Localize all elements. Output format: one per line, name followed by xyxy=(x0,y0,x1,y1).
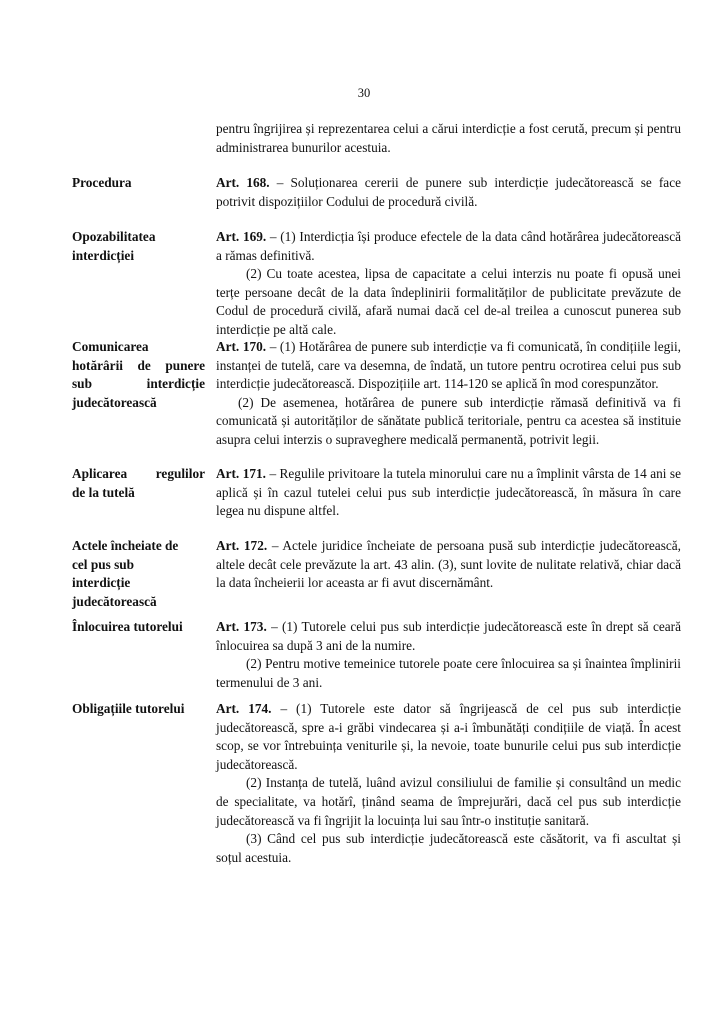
article-number: Art. 170. xyxy=(216,339,267,354)
continuation-text: pentru îngrijirea și reprezentarea celui a cărui interdicție a fost cerută, precum și pentru administrarea bunurilor acestuia. xyxy=(216,121,681,155)
paragraph: (2) Pentru motive temeinice tutorele poate cere înlocuirea sa și înaintea împlinirii termenului de 3 ani. xyxy=(216,656,681,690)
article-number: Art. 174. xyxy=(216,701,272,716)
article-body: Art. 169. – (1) Interdicția își produce efectele de la data când hotărârea judecătorească a rămas definitivă. (2) Cu toate acestea, lipsa de capacitate a celui interzis nu poate fi opusă unei terțe persoane decât de la data îndeplinirii formalităților de publicitate prevăzute de Codul de procedură civilă, afară numai dacă cel de-al treilea a cunoscut punerea sub interdicție pe altă cale. xyxy=(216,228,681,340)
article-number: Art. 168. xyxy=(216,175,270,190)
page-number: 30 xyxy=(357,86,371,100)
article-number: Art. 172. xyxy=(216,538,268,553)
side-heading: Obligațiile tutorelui xyxy=(72,701,185,716)
article-number: Art. 169. xyxy=(216,229,267,244)
article-number: Art. 173. xyxy=(216,619,267,634)
article-number: Art. 171. xyxy=(216,466,266,481)
paragraph: (2) Cu toate acestea, lipsa de capacitate a celui interzis nu poate fi opusă unei terțe persoane decât de la data îndeplinirii formalităților de publicitate prevăzute de Codul de procedură civilă, afară numai dacă cel de-al treilea a cunoscut punerea sub interdicție pe altă cale. xyxy=(216,266,681,337)
side-heading: Opozabilitatea interdicției xyxy=(72,229,156,263)
side-heading: Procedura xyxy=(72,175,132,190)
article-body: Art. 174. – (1) Tutorele este dator să îngrijească de cel pus sub interdicție judecătorească, spre a-i grăbi vindecarea și a-i îmbunătăți condițiile de viață. În acest scop, se vor întrebuința veniturile și, la nevoie, toate bunurile celui pus sub interdicție judecătorească. (2) Instanța de tutelă, luând avizul consiliului de familie și consultând un medic de specialitate, va hotărî, ținând seama de împrejurări, dacă cel pus sub interdicție judecătorească va fi îngrijit la locuința lui sau într-o instituție sanitară. (3) Când cel pus sub interdicție judecătorească este căsătorit, va fi ascultat și soțul acestuia. xyxy=(216,700,681,867)
paragraph: (2) Instanța de tutelă, luând avizul consiliului de familie și consultând un medic de specialitate, va hotărî, ținând seama de împrejurări, dacă cel pus sub interdicție judecătorească va fi îngrijit la locuința lui sau într-o instituție sanitară. xyxy=(216,775,681,828)
article-body: Art. 168. – Soluționarea cererii de punere sub interdicție judecătorească se face potrivit dispozițiilor Codului de procedură civilă. xyxy=(216,175,682,209)
side-heading: Comunicarea hotărârii de punere sub interdicție judecătorească xyxy=(72,339,205,410)
side-heading: Aplicarea regulilor de la tutelă xyxy=(72,466,205,500)
paragraph: (3) Când cel pus sub interdicție judecătorească este căsătorit, va fi ascultat și soțul acestuia. xyxy=(216,831,681,865)
paragraph: (2) De asemenea, hotărârea de punere sub interdicție rămasă definitivă va fi comunicată și autorităților de sănătate publică teritoriale, pentru ca acestea să instituie asupra celui interzis o supraveghere medicală permanentă, potrivit legii. xyxy=(216,394,681,447)
article-body: Art. 173. – (1) Tutorele celui pus sub interdicție judecătorească este în drept să ceară înlocuirea sa după 3 ani de la numire. (2) Pentru motive temeinice tutorele poate cere înlocuirea sa și înaintea împlinirii termenului de 3 ani. xyxy=(216,618,681,692)
article-body: Art. 170. – (1) Hotărârea de punere sub interdicție va fi comunicată, în condițiile legii, instanței de tutelă, care va desemna, de îndată, un tutore pentru ocrotirea celui pus sub interdicție judecătorească. Dispozițiile art. 114-120 se aplică în mod corespunzător. (2) De asemenea, hotărârea de punere sub interdicție rămasă definitivă va fi comunicată și autorităților de sănătate publică teritoriale, pentru ca acestea să instituie asupra celui interzis o supraveghere medicală permanentă, potrivit legii. xyxy=(216,338,681,450)
article-body: Art. 172. – Actele juridice încheiate de persoana pusă sub interdicție judecătorească, altele decât cele prevăzute la art. 43 alin. (3), sunt lovite de nulitate relativă, chiar dacă la data încheierii lor aceasta ar fi avut discernământ. xyxy=(216,538,681,591)
article-body: Art. 171. – Regulile privitoare la tutela minorului care nu a împlinit vârsta de 14 ani se aplică și în cazul tutelei celui pus sub interdicție judecătorească, în măsura în care legea nu dispune altfel. xyxy=(216,466,681,519)
side-heading: Actele încheiate de cel pus sub interdicție judecătorească xyxy=(72,538,179,609)
side-heading: Înlocuirea tutorelui xyxy=(72,619,183,634)
